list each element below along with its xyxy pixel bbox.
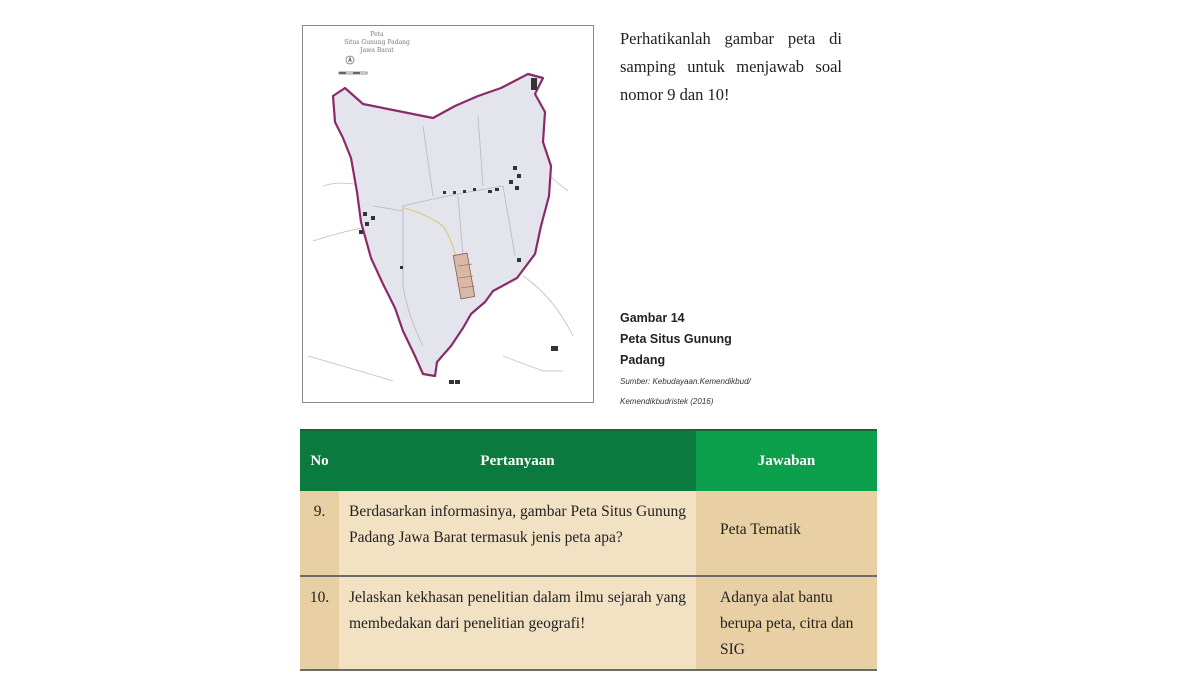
figure-title-line1: Peta Situs Gunung [620, 332, 732, 346]
question-text: Berdasarkan informasinya, gambar Peta Situs Gunung Padang Jawa Barat termasuk jenis peta apa? [339, 491, 696, 576]
figure-source-line2: Kemendikbudristek (2016) [620, 397, 714, 406]
header-question: Pertanyaan [339, 430, 696, 491]
row-number: 9. [300, 491, 339, 576]
intro-instruction-text: Perhatikanlah gambar peta di samping untuk menjawab soal nomor 9 dan 10! [620, 29, 842, 104]
compass-icon [346, 56, 354, 64]
question-text: Jelaskan kekhasan penelitian dalam ilmu sejarah yang membedakan dari penelitian geografi! [339, 576, 696, 670]
question-answer-table [300, 429, 877, 671]
row-number: 10. [300, 576, 339, 670]
table-row [300, 491, 877, 576]
map-title-line1: Peta [370, 31, 384, 38]
header-no: No [300, 430, 339, 491]
header-answer: Jawaban [696, 430, 877, 491]
scale-bar [339, 72, 367, 74]
map-title-line3: Jawa Barat [360, 47, 394, 54]
figure-number: Gambar 14 [620, 311, 685, 325]
figure-source-line1: Sumber: Kebudayaan.Kemendikbud/ [620, 377, 751, 386]
map-title-line2: Situs Gunung Padang [344, 39, 410, 46]
figure-title-line2: Padang [620, 353, 666, 367]
table-header-row [300, 430, 877, 491]
site-map-graphic [303, 26, 593, 402]
answer-text: Adanya alat bantu berupa peta, citra dan SIG [696, 576, 877, 670]
table-row [300, 576, 877, 670]
answer-text: Peta Tematik [696, 491, 877, 576]
figure-caption [620, 308, 820, 412]
site-map-image [302, 25, 594, 403]
